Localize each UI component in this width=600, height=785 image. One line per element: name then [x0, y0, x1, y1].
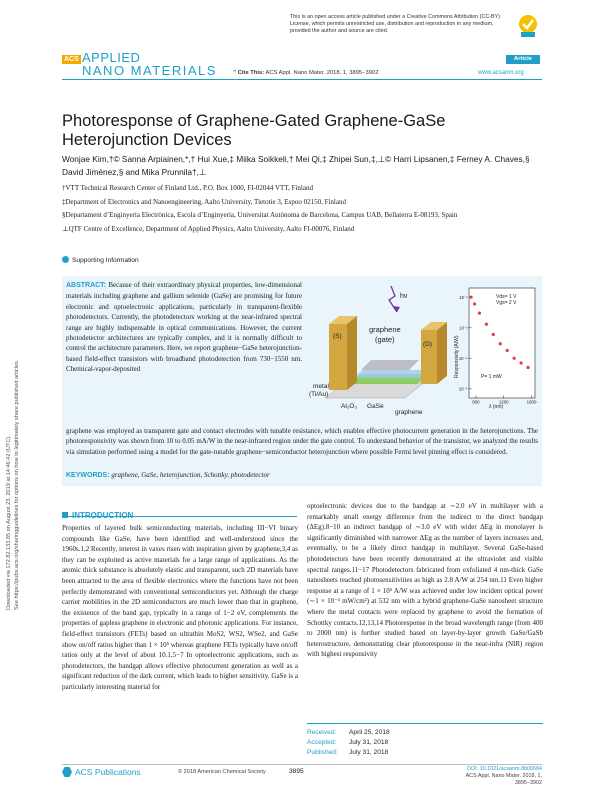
accepted-row — [307, 738, 543, 748]
acs-hexagon-icon — [62, 767, 72, 777]
intro-heading-text: INTRODUCTION — [72, 511, 134, 520]
drain-contact-side — [437, 322, 447, 384]
download-notice-line2: See https://pubs.acs.org/sharingguidelines for options on how to legitimately share published articles. — [14, 359, 20, 610]
chart-data-point — [469, 296, 472, 299]
toc-label-s: (S) — [333, 333, 342, 340]
affiliation-2: ‡Department of Electronics and Nanoengineering, Aalto University, Tietotie 3, Espoo 02150, Finland — [62, 197, 346, 206]
chart-legend-vgs: Vgs= 2 V — [496, 300, 517, 306]
accepted-date: July 31, 2018 — [349, 739, 389, 746]
chart-data-point — [492, 333, 495, 336]
abstract-label: ABSTRACT: — [66, 282, 107, 289]
keywords-label: KEYWORDS: — [66, 472, 110, 479]
header-rule — [62, 79, 542, 80]
received-label: Received: — [307, 729, 337, 736]
chart-ytick-label: 10⁻² — [459, 294, 468, 300]
section-heading-introduction — [62, 505, 297, 520]
intro-left-column: Properties of layered bulk semiconducting materials, including III−VI binary compounds like GaSe, have been identified and well-understood since the 1960s.1,2 Recently, interest in vaxes risen with inspiration given by graphene,3,4 as they can be exploited as active materials for a large range of applications. As the atomic thick substance is absolutely elastic and transparent, such 2D materials have been attracted to the area of flexible electronics where the functions have not been perfectly demonstrated with conventional semiconductors yet. Although the charge carrier mobilities in the 2D semiconductors are much lower than that in graphene, the existence of the band gap, typically in a range of 1−2 eV, complements the properties of gapless graphene in electronic and photonic applications. For instance, field-effect transistors (FETs) based on ultrathin MoS2, WS2, WSe2, and GaSe show on/off ratios higher than 1 × 10⁵ whereas graphene FETs typically have on/off ratios only at the level of about 10.1,5−7 In optoelectronic applications, such as photodetectors, the bandgap allows effective photocurrent generation as well as a significant reduction of the dark current, which leads to higher sensitivity. GaSe is a particularly interesting material for — [62, 524, 298, 691]
journal-url[interactable]: www.acsanm.org — [478, 70, 524, 76]
responsivity-chart — [454, 288, 537, 410]
keywords — [66, 471, 538, 479]
device-illustration — [309, 286, 447, 416]
cite-prefix: Cite This: — [237, 70, 265, 76]
chart-data-point — [473, 302, 476, 305]
copyright-notice: © 2018 American Chemical Society — [178, 769, 266, 775]
chart-xlabel: λ (nm) — [489, 404, 504, 410]
crossmark-badge[interactable] — [517, 14, 539, 38]
publication-dates — [307, 723, 543, 758]
chart-data-point — [499, 342, 502, 345]
received-row — [307, 728, 543, 738]
abstract-text-col: Because of their extraordinary physical properties, low-dimensional materials including graphene and gallium selenide (GaSe) are promising for future electronic and optoelectronic applications, particularly in transparent-flexible photodetectors. Currently, the photodetectors working at the near-infrared spectral range are highly indispensable in optical communications. However, the current photodetector architectures are typically complex, and it is normally difficult to control the architecture parameters. Here, we report graphene−GaSe heterojunction-based field-effect transistors with broadband photodetection from 730−1550 nm. Chemical-vapor-deposited — [66, 281, 302, 374]
light-arrow-head — [393, 306, 400, 312]
affiliations — [62, 184, 542, 238]
abstract-column — [66, 280, 302, 375]
article-title: Photoresponse of Graphene-Gated Graphene-GaSe Heterojunction Devices — [62, 112, 446, 149]
chart-ytick-label: 10⁻⁵ — [458, 386, 468, 392]
doi-block — [450, 766, 542, 785]
toc-label-al2o3: Al₂O₃ — [341, 403, 358, 410]
received-date: April 25, 2018 — [349, 729, 390, 736]
doi-citation: ACS Appl. Nano Mater. 2018, 1, 3895−3902 — [465, 773, 542, 785]
cite-icon: ❝ — [233, 70, 237, 76]
toc-label-d: (D) — [423, 341, 433, 348]
download-notice-line1: Downloaded via 172.82.133.85 on August 23, 2019 at 14:46:42 (UTC). — [6, 435, 12, 610]
accepted-label: Accepted: — [307, 739, 337, 746]
affiliation-1: †VTT Technical Research Center of Finland Ltd., P.O. Box 1000, FI-02044 VTT, Finland — [62, 184, 313, 192]
publisher-name: ACS Publications — [75, 767, 141, 777]
al2o3-layer — [353, 370, 431, 378]
info-icon — [62, 256, 69, 263]
section-bullet-icon — [62, 512, 68, 518]
toc-label-metal-2: (Ti/Au) — [309, 391, 329, 398]
chart-xtick-label: 800 — [472, 399, 480, 405]
supporting-info-label: Supporting Information — [72, 257, 139, 264]
page-number: 3895 — [289, 768, 304, 775]
chart-ylabel: Responsivity (A/W) — [454, 335, 460, 378]
abstract-continued: graphene was employed as transparent gate and contact electrodes with tunable resistance, which enables effective photocurrent generation in the heterojunctions. The photoresponsivity was shown from 10 to 0.05 mA/W in the near-infrared region under the gate control. To understand behavior of the transistor, we analyzed the results via simulation performed using a model for the gate-tunable graphene−semiconductor heterojunction where possible Fermi level pinning effect is considered. — [66, 427, 538, 456]
license-notice: This is an open access article published under a Creative Commons Attribution (CC-BY) License, which permits unrestricted use, distribution and reproduction in any medium, provided the author and source are cited. — [290, 14, 501, 34]
toc-label-graphene-bottom: graphene — [395, 409, 423, 416]
doi-link[interactable]: DOI: 10.1021/acsanm.8b00684 — [467, 766, 542, 772]
toc-label-graphene-gate-2: (gate) — [375, 335, 395, 344]
chart-data-point — [485, 323, 488, 326]
chart-legend-vds: Vds= 1 V — [496, 294, 517, 300]
intro-right-column: optoelectronic devices due to the bandgap at ∼2.0 eV in multilayer with a remarkably small energy difference from the indirect to the direct bandgap (ΔEg).8−10 an indirect bandgap of ∼3.0 eV with wider ΔEg in monolayer is significantly diminished with narrower ΔEg as the number of layers increases and, eventually, to be a likely direct bandgap in multilayer. Several GaSe-based photodetectors have been recently demonstrated at the ultraviolet and visible spectral ranges.11−17 Photodetectors fabricated from exfoliated 4 nm-thick GaSe nanosheets reached photosensitivities as high as 2.8 A/W at 254 nm.11 Even higher response at a range of 1 × 10⁵ A/W was achieved under low incident optical power (∼1 × 10⁻³ mW/cm²) at 532 nm with a hybrid graphene-GaSe nanosheet structure where the metal contacts were replaced by graphene to avoid the formation of Schottky contacts.12,13,14 Photoresponse in the broad wavelength range (from 400 to 2000 nm) is further studied based on layer-by-layer growth GaSe/GaSb heterostructure, demonstrating clear photoresponse in the near-infra (NIR) region with highest responsivity — [307, 502, 543, 659]
footer-rule — [62, 764, 542, 765]
published-label: Published: — [307, 749, 338, 756]
chart-xtick-label: 1200 — [498, 399, 509, 405]
article-type-tag: Article — [506, 55, 540, 64]
supporting-info-link[interactable] — [62, 256, 139, 264]
download-notice — [2, 210, 42, 610]
journal-acs-badge: ACS — [64, 56, 79, 63]
journal-name-line2: NANO MATERIALS — [82, 63, 217, 78]
toc-label-graphene-gate-1: graphene — [369, 325, 401, 334]
drain-contact — [421, 330, 437, 384]
chart-data-point — [526, 366, 529, 369]
published-date: July 31, 2018 — [349, 749, 389, 756]
chart-annotation-power: P= 1 mW — [481, 374, 502, 380]
source-contact-side — [347, 316, 357, 390]
chart-data-point — [513, 357, 516, 360]
toc-label-metal-1: metal — [313, 383, 329, 390]
crossmark-icon — [517, 14, 539, 38]
affiliation-3: §Departament d’Enginyeria Electrònica, Escola d’Enginyeria, Universitat Autònoma de Barcelona, Campus UAB, Bellaterra E-08193, Spain — [62, 211, 458, 220]
cite-this[interactable] — [233, 70, 378, 76]
toc-label-gase: GaSe — [367, 403, 384, 410]
chart-data-point — [506, 349, 509, 352]
acs-publications-logo — [62, 767, 141, 777]
keywords-list: graphene, GaSe, heterojunction, Schottky, photodetector — [111, 471, 270, 479]
cite-reference: ACS Appl. Nano Mater. 2018, 1, 3895−3902 — [265, 70, 379, 76]
chart-data-point — [520, 361, 523, 364]
published-row — [307, 748, 543, 758]
toc-label-hv: hν — [400, 293, 408, 300]
chart-data-point — [478, 312, 481, 315]
graphene-gate-layer — [361, 360, 419, 370]
journal-name-line1: APPLIED — [82, 50, 141, 65]
affiliation-4: ⊥QTF Centre of Excellence, Department of Applied Physics, Aalto University, Aalto FI-00076, Finland — [62, 224, 355, 233]
author-list: Wonjae Kim,†© Sanna Arpiainen,*,† Hui Xue,‡ Miika Soikkeli,† Mei Qi,‡ Zhipei Sun,‡,⊥© Harri Lipsanen,‡ Ferney A. Chaves,§ David Jiménez,§ and Mika Prunnila†,⊥ — [62, 154, 530, 177]
chart-ytick-label: 10⁻³ — [459, 325, 468, 331]
chart-ytick-label: 10⁻⁴ — [458, 355, 468, 361]
toc-graphic — [305, 280, 540, 420]
chart-xtick-label: 1600 — [526, 399, 537, 405]
